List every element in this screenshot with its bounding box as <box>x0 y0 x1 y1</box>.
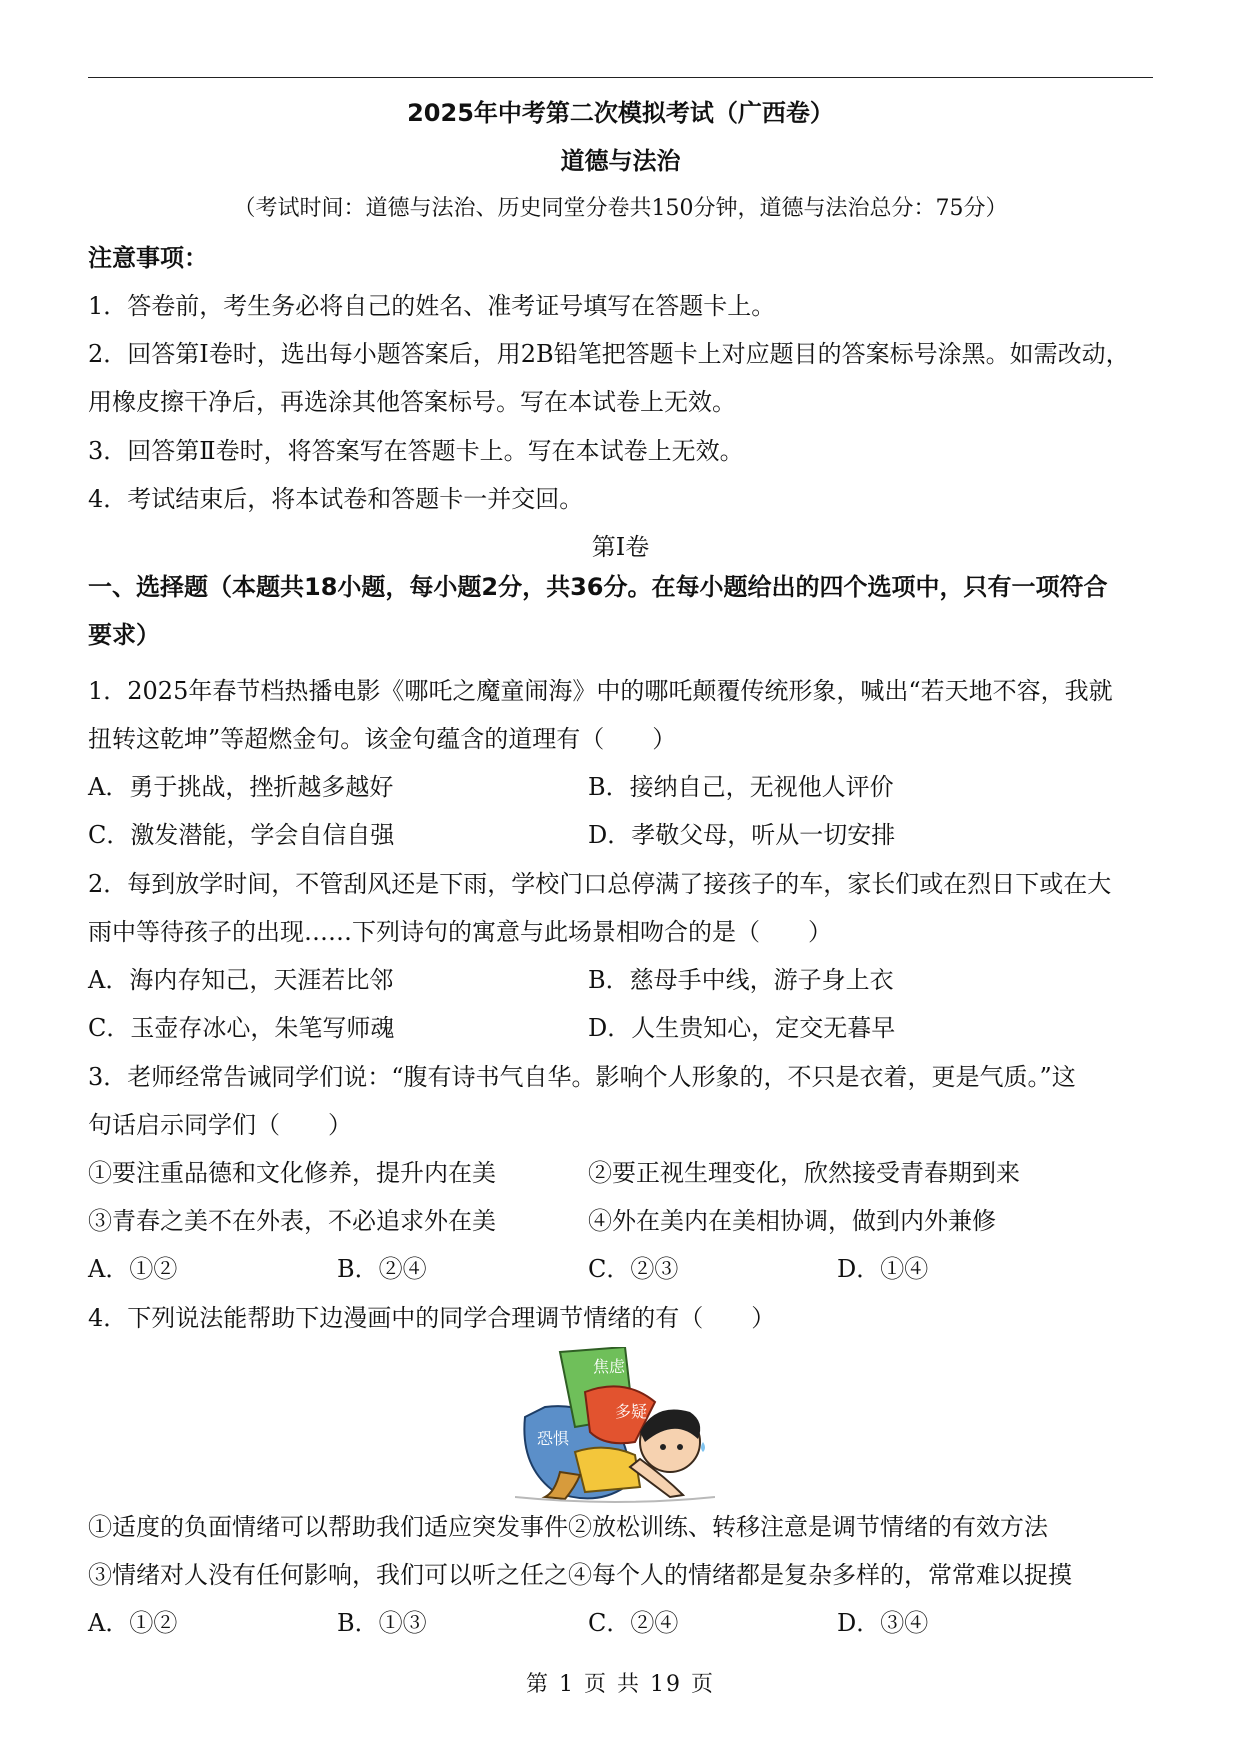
q3-option-b: B．②④ <box>337 1255 427 1283</box>
q1-option-a: A．勇于挑战，挫折越多越好 <box>88 773 394 801</box>
notice-item-2: 2．回答第Ⅰ卷时，选出每小题答案后，用2B铅笔把答题卡上对应题目的答案标号涂黑。如需改动， <box>88 340 1130 368</box>
q2-option-d: D．人生贵知心，定交无暮早 <box>588 1014 896 1042</box>
q2-option-a: A．海内存知己，天涯若比邻 <box>88 966 394 994</box>
notice-item-3: 3．回答第Ⅱ卷时，将答案写在答题卡上。写在本试卷上无效。 <box>88 437 744 465</box>
comic-label-anxiety: 焦虑 <box>593 1357 626 1376</box>
q3-option-d: D．①④ <box>837 1255 929 1283</box>
notice-heading: 注意事项： <box>88 244 208 272</box>
notice-item-1: 1．答卷前，考生务必将自己的姓名、准考证号填写在答题卡上。 <box>88 292 776 320</box>
q3-stem-cont: 句话启示同学们（ ） <box>88 1111 352 1139</box>
q2-stem-cont: 雨中等待孩子的出现……下列诗句的寓意与此场景相吻合的是（ ） <box>88 918 832 946</box>
q4-option-a: A．①② <box>88 1609 178 1637</box>
q2-option-b: B．慈母手中线，游子身上衣 <box>588 966 894 994</box>
q4-option-c: C．②④ <box>588 1609 679 1637</box>
page-footer: 第 1 页 共 19 页 <box>526 1672 715 1697</box>
q1-option-c: C．激发潜能，学会自信自强 <box>88 821 395 849</box>
section-heading: 一、选择题（本题共18小题，每小题2分，共36分。在每小题给出的四个选项中，只有一项符合 <box>88 573 1108 601</box>
comic-label-suspicion: 多疑 <box>615 1402 648 1421</box>
q4-stem: 4．下列说法能帮助下边漫画中的同学合理调节情绪的有（ ） <box>88 1304 776 1332</box>
subject-title: 道德与法治 <box>560 147 681 175</box>
q3-statement-2: ②要正视生理变化，欣然接受青春期到来 <box>588 1159 1020 1187</box>
notice-item-4: 4．考试结束后，将本试卷和答题卡一并交回。 <box>88 485 584 513</box>
q3-option-c: C．②③ <box>588 1255 679 1283</box>
q1-option-d: D．孝敬父母，听从一切安排 <box>588 821 896 849</box>
emotion-comic-illustration <box>515 1347 715 1505</box>
q3-stem: 3．老师经常告诫同学们说：“腹有诗书气自华。影响个人形象的，不只是衣着，更是气质。”这 <box>88 1063 1076 1091</box>
q2-option-c: C．玉壶存冰心，朱笔写师魂 <box>88 1014 395 1042</box>
part-label: 第Ⅰ卷 <box>591 533 650 561</box>
q3-statement-3: ③青春之美不在外表，不必追求外在美 <box>88 1207 496 1235</box>
time-note: （考试时间：道德与法治、历史同堂分卷共150分钟，道德与法治总分：75分） <box>233 196 1008 221</box>
q1-stem: 1．2025年春节档热播电影《哪吒之魔童闹海》中的哪吒颠覆传统形象，喊出“若天地不容，我就 <box>88 677 1113 705</box>
q3-statement-4: ④外在美内在美相协调，做到内外兼修 <box>588 1207 996 1235</box>
exam-title: 2025年中考第二次模拟考试（广西卷） <box>407 99 834 127</box>
q2-stem: 2．每到放学时间，不管刮风还是下雨，学校门口总停满了接孩子的车，家长们或在烈日下或在大 <box>88 870 1112 898</box>
q1-option-b: B．接纳自己，无视他人评价 <box>588 773 894 801</box>
q4-statements-1-2: ①适度的负面情绪可以帮助我们适应突发事件②放松训练、转移注意是调节情绪的有效方法 <box>88 1513 1048 1541</box>
section-heading-cont: 要求） <box>88 621 160 649</box>
comic-label-fear: 恐惧 <box>537 1429 570 1448</box>
q4-statements-3-4: ③情绪对人没有任何影响，我们可以听之任之④每个人的情绪都是复杂多样的，常常难以捉摸 <box>88 1561 1072 1589</box>
q3-option-a: A．①② <box>88 1255 178 1283</box>
q4-option-b: B．①③ <box>337 1609 427 1637</box>
notice-item-2-cont: 用橡皮擦干净后，再选涂其他答案标号。写在本试卷上无效。 <box>88 388 736 416</box>
q1-stem-cont: 扭转这乾坤”等超燃金句。该金句蕴含的道理有（ ） <box>88 725 677 753</box>
top-rule <box>88 77 1153 78</box>
q4-option-d: D．③④ <box>837 1609 929 1637</box>
q3-statement-1: ①要注重品德和文化修养，提升内在美 <box>88 1159 496 1187</box>
